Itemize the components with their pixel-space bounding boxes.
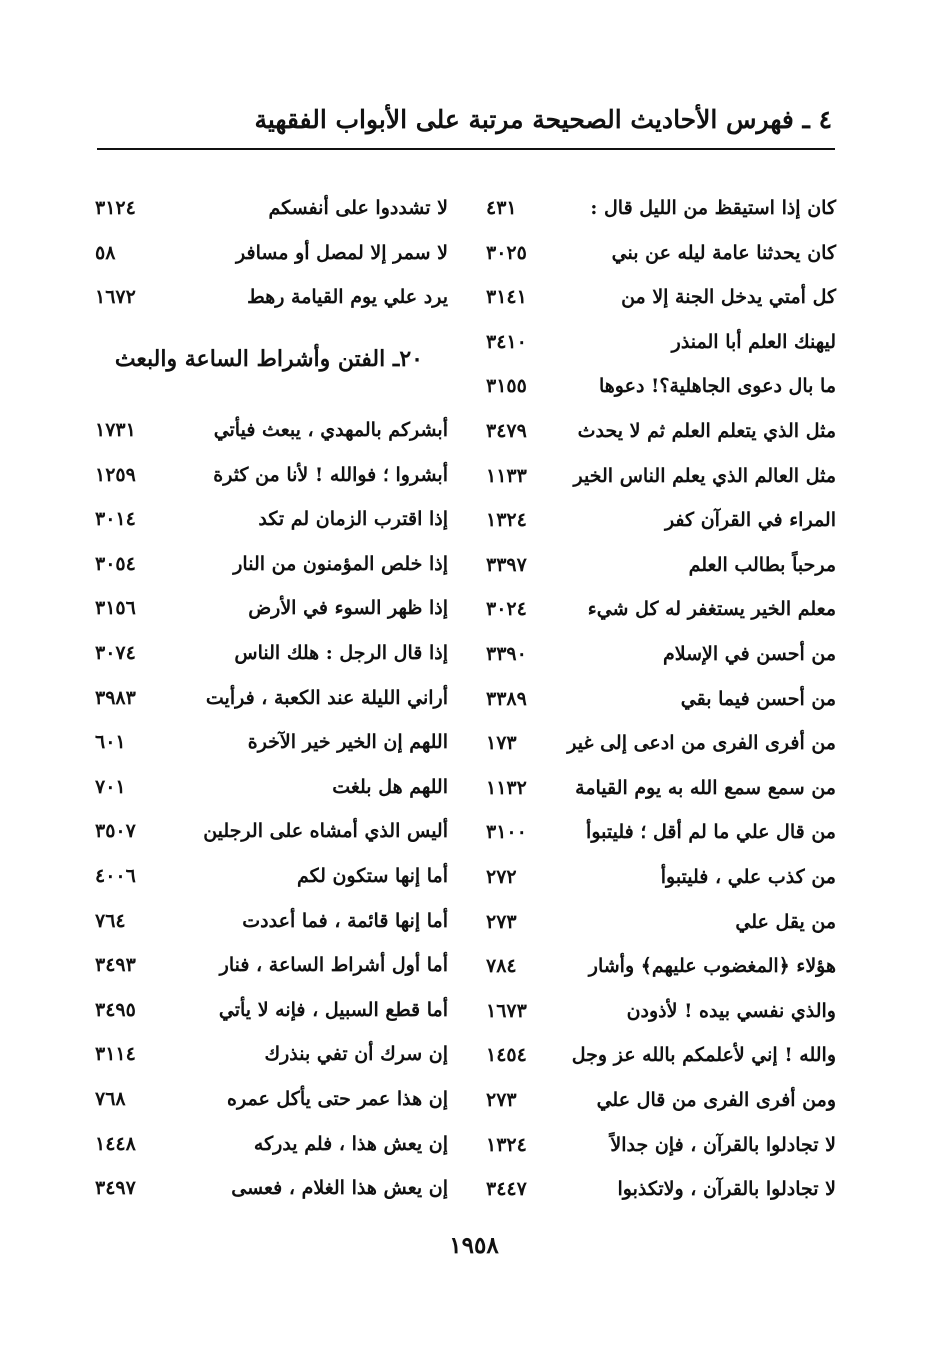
entry-number: ١٦٧٢ [95, 286, 136, 309]
entry-number: ٣٠٥٤ [95, 552, 136, 575]
index-entry [0, 235, 948, 271]
entry-number: ١٣٢٤ [486, 509, 527, 532]
index-entry [0, 635, 948, 671]
entry-text: من أفرى الفرى من ادعى إلى غير [567, 732, 836, 755]
entry-text: ما بال دعوى الجاهلية؟! دعوها [599, 375, 836, 398]
entry-number: ٣٤٤٧ [486, 1178, 527, 1201]
entry-text: إذا قال الرجل : هلك الناس [234, 642, 448, 664]
entry-number: ٣٣٩٧ [486, 553, 527, 576]
entry-text: مرحباً بطالب العلم [688, 553, 836, 576]
index-entry [0, 1036, 948, 1072]
entry-text: أما إنها قائمة ، فما أعددت [242, 909, 448, 932]
entry-number: ١٦٧٣ [486, 999, 527, 1022]
entry-number: ٤٠٠٦ [95, 865, 136, 887]
entry-number: ٣٠٧٤ [95, 642, 136, 664]
entry-text: لا تجادلوا بالقرآن ، ولاتكذبوا [617, 1178, 836, 1201]
entry-text: اللهم هل بلغت [332, 775, 448, 798]
index-entry [0, 724, 948, 760]
index-entry [0, 590, 948, 626]
entry-number: ١٣٢٤ [486, 1133, 527, 1156]
entry-text: لا سمر إلا لمصل أو مسافر [236, 241, 448, 264]
index-entry [0, 412, 948, 448]
entry-number: ٣٤٩٥ [95, 998, 136, 1021]
entry-text: والله ! إني لأعلمكم بالله عز وجل [571, 1044, 836, 1067]
entry-text: أليس الذي أمشاه على الرجلين [203, 820, 448, 843]
entry-number: ٣٤٩٧ [95, 1177, 136, 1200]
entry-number: ٢٧٣ [486, 910, 517, 933]
entry-number: ١١٣٣ [486, 464, 527, 487]
entry-text: أبشروا ؛ فوالله ! لأنا من كثرة [213, 463, 448, 486]
entry-text: إن يعش هذا الغلام ، فعسى [231, 1177, 448, 1200]
entry-number: ٣١٠٠ [486, 821, 527, 844]
entry-text: إن يعش هذا ، فلم يدركه [253, 1132, 448, 1155]
index-entry [0, 546, 948, 582]
entry-text: إذا ظهر السوء في الأرض [248, 597, 448, 620]
index-entry [0, 992, 948, 1028]
entry-number: ٣٤١٠ [486, 330, 527, 353]
entry-number: ٣٣٨٩ [486, 687, 527, 710]
index-entry [0, 1170, 948, 1206]
entry-text: من سمع سمع الله به يوم القيامة [575, 776, 836, 799]
entry-text: أما قطع السبيل ، فإنه لا يأتي [218, 998, 448, 1021]
entry-text: ليهنك العلم أبا المنذر [671, 330, 836, 353]
entry-number: ٣١٥٦ [95, 597, 136, 620]
entry-number: ٣٤٧٩ [486, 420, 527, 442]
entry-text: والذي نفسي بيده ! لأذودن [626, 999, 836, 1022]
entry-number: ٣٤٩٣ [95, 954, 136, 977]
entry-number: ٣١١٤ [95, 1043, 136, 1066]
entry-text: المراء في القرآن كفر [664, 509, 836, 532]
entry-number: ٥٨ [95, 241, 116, 264]
entry-text: من قال علي ما لم أقل ؛ فليتبوأ [586, 821, 836, 844]
index-entry [0, 501, 948, 537]
entry-number: ٣١٢٤ [95, 197, 136, 219]
entry-text: من أحسن في الإسلام [663, 643, 836, 665]
entry-number: ١٧٣ [486, 732, 517, 755]
index-entry [0, 1126, 948, 1162]
section-heading: ٢٠ـ الفتن وأشراط الساعة والبعث [114, 346, 423, 372]
entry-text: اللهم إن الخير خير الآخرة [247, 731, 448, 754]
entry-text: أراني الليلة عند الكعبة ، فرأيت [205, 686, 448, 709]
entry-text: إن هذا عمر حتى يأكل عمره [227, 1088, 448, 1110]
entry-text: لا تجادلوا بالقرآن ، فإن جدالاً [610, 1133, 836, 1156]
index-entry [0, 1081, 948, 1117]
entry-text: من أحسن فيما بقي [680, 687, 836, 710]
entry-number: ٧٨٤ [486, 955, 517, 978]
entry-text: كل أمتي يدخل الجنة إلا من [621, 286, 836, 309]
entry-text: هؤلاء ﴿المغضوب عليهم﴾ وأشار [588, 955, 836, 978]
page-header-title: ٤ ـ فهرس الأحاديث الصحيحة مرتبة على الأبواب الفقهية [254, 105, 832, 134]
entry-number: ٣٥٠٧ [95, 820, 136, 843]
entry-text: أما أول أشراط الساعة ، فنار [219, 954, 448, 977]
entry-number: ٧٠١ [95, 775, 126, 798]
entry-number: ١٢٥٩ [95, 463, 136, 486]
entry-number: ١١٣٢ [486, 776, 527, 799]
index-entry [0, 813, 948, 849]
entry-number: ١٤٥٤ [486, 1044, 527, 1067]
index-entry [0, 769, 948, 805]
index-entry [0, 190, 948, 226]
page-number: ١٩٥٨ [449, 1232, 499, 1259]
entry-number: ٣٩٨٣ [95, 686, 136, 709]
header-divider [97, 148, 835, 150]
entry-text: يرد علي يوم القيامة رهط [247, 286, 448, 309]
entry-text: من يقل علي [735, 910, 836, 933]
entry-text: أبشركم بالمهدي ، يبعث فيأتي [213, 419, 448, 441]
entry-number: ٣٠١٤ [95, 508, 136, 531]
entry-number: ٣٠٢٥ [486, 241, 527, 264]
entry-number: ٣١٤١ [486, 286, 527, 309]
entry-number: ٧٦٨ [95, 1088, 126, 1110]
index-entry [0, 858, 948, 894]
entry-text: أما إنها ستكون لكم [296, 865, 448, 887]
entry-number: ٢٧٣ [486, 1089, 517, 1111]
index-entry [0, 947, 948, 983]
entry-number: ٢٧٢ [486, 866, 517, 888]
entry-number: ٦٠١ [95, 731, 126, 754]
index-entry [0, 680, 948, 716]
entry-text: إن سرك أن تفي بنذرك [264, 1043, 448, 1066]
entry-text: إذا خلص المؤمنون من النار [233, 552, 448, 575]
index-entry [0, 903, 948, 939]
entry-text: كان إذا استيقظ من الليل قال : [590, 197, 836, 219]
entry-text: مثل العالم الذي يعلم الناس الخير [573, 464, 836, 487]
entry-text: كان يحدثنا عامة ليله عن بني [611, 241, 836, 264]
entry-number: ٤٣١ [486, 197, 517, 219]
entry-text: لا تشددوا على أنفسكم [268, 197, 448, 219]
entry-text: مثل الذي يتعلم العلم ثم لا يحدث [577, 420, 836, 442]
entry-text: ومن أفرى الفرى من قال علي [596, 1089, 836, 1111]
entry-number: ٧٦٤ [95, 909, 126, 932]
entry-number: ٣٠٢٤ [486, 598, 527, 621]
index-entry [0, 279, 948, 315]
entry-text: معلم الخير يستغفر له كل شيء [587, 598, 836, 621]
entry-text: من كذب علي ، فليتبوأ [660, 866, 836, 888]
entry-number: ١٤٤٨ [95, 1132, 136, 1155]
entry-number: ١٧٣١ [95, 419, 136, 441]
entry-text: إذا اقترب الزمان لم تكد [258, 508, 448, 531]
index-entry [0, 457, 948, 493]
index-entry [0, 368, 948, 404]
entry-number: ٣١٥٥ [486, 375, 527, 398]
entry-number: ٣٣٩٠ [486, 643, 527, 665]
